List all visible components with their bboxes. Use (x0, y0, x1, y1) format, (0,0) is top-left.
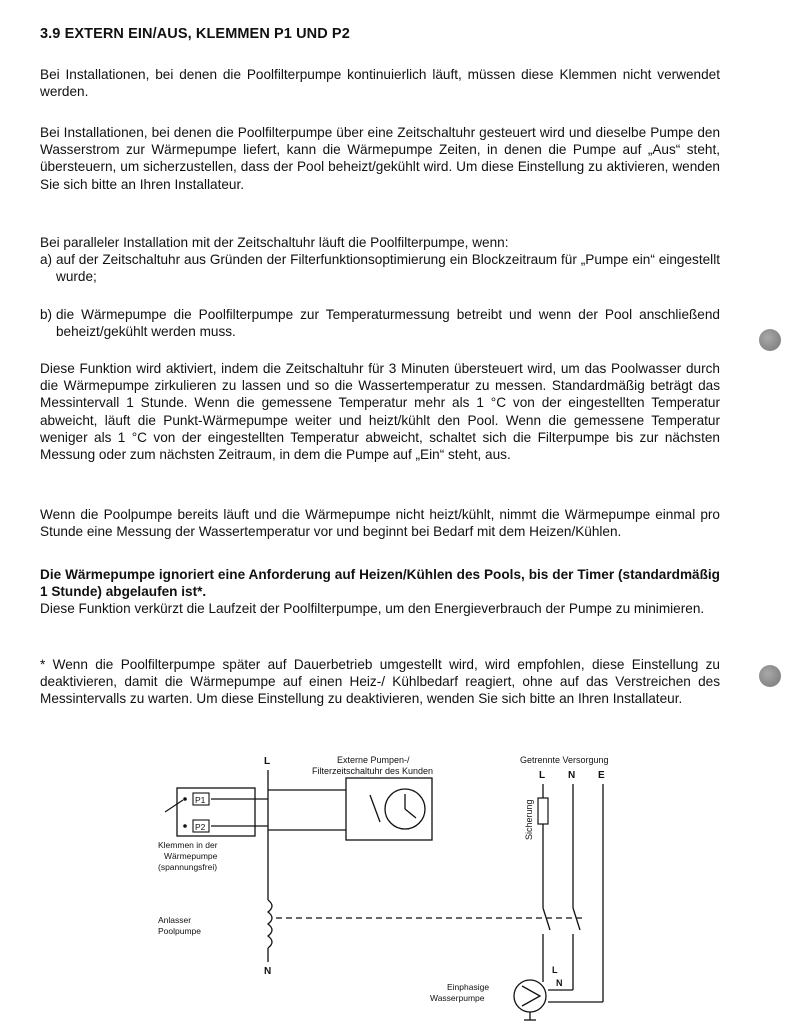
timer-label-line2: Filterzeitschaltuhr des Kunden (312, 766, 434, 776)
paragraph-parallel-installation (40, 234, 720, 286)
supply-label: Getrennte Versorgung (520, 755, 609, 765)
supply-n: N (568, 770, 576, 781)
paragraph-list-b (40, 306, 720, 340)
pump-n: N (556, 978, 563, 988)
timer-switch (370, 795, 380, 822)
wiring-diagram (0, 740, 792, 1024)
terminals-label-line1: Klemmen in der (158, 840, 218, 850)
punch-hole-upper (759, 329, 781, 351)
list-text-b: die Wärmepumpe die Poolfilterpumpe zur Temperaturmessung betreibt und wenn der Pool anschließend beheizt/gekühlt werden muss. (56, 307, 720, 340)
label-l-top: L (264, 756, 271, 767)
paragraph-footnote: * Wenn die Poolfilterpumpe später auf Dauerbetrieb umgestellt wird, wird empfohlen, diese Einstellung zu deaktivieren, damit die Wärmepumpe auf einen Heiz-/ Kühlbedarf reagiert, ohne auf das Verstreichen des Messintervalls zu warten. Um diese Einstellung zu deaktivieren, wenden Sie sich bitte an Ihren Installateur. (40, 657, 720, 707)
paragraph-timer-control: Bei Installationen, bei denen die Poolfilterpumpe über eine Zeitschaltuhr gesteuert wird und dieselbe Pumpe den Wasserstrom zur Wärmepumpe liefert, kann die Wärmepumpe Zeiten, in denen die Pumpe auf „Aus“ steht, übersteuern, um sicherzustellen, dass der Pool beheizt/gekühlt wird. Um diese Einstellung zu aktivieren, wenden Sie sich bitte an Ihren Installateur. (40, 125, 720, 192)
supply-e: E (598, 770, 605, 781)
pump-l: L (552, 965, 558, 975)
energy-note: Diese Funktion verkürzt die Laufzeit der Poolfilterpumpe, um den Energieverbrauch der Pumpe zu minimieren. (40, 601, 705, 617)
list-item-a (40, 251, 720, 285)
timer-box (346, 778, 432, 840)
list-item-b (40, 306, 720, 340)
terminals-label-line3: (spannungsfrei) (158, 862, 218, 872)
starter-label-line1: Anlasser (158, 915, 192, 925)
list-label-a: a) (40, 252, 53, 268)
paragraph-continuous-operation: Bei Installationen, bei denen die Poolfilterpumpe kontinuierlich läuft, müssen diese Klemmen nicht verwendet werden. (40, 67, 720, 100)
bold-note: Die Wärmepumpe ignoriert eine Anforderung auf Heizen/Kühlen des Pools, bis der Timer (standardmäßig 1 Stunde) abgelaufen ist*. (40, 567, 720, 600)
parallel-intro: Bei paralleler Installation mit der Zeitschaltuhr läuft die Poolfilterpumpe, wenn: (40, 235, 509, 250)
list-text-a: auf der Zeitschaltuhr aus Gründen der Filterfunktionsoptimierung ein Blockzeitraum für „Pumpe ein“ eingestellt wurde; (56, 252, 720, 285)
terminals-label-line2: Wärmepumpe (164, 851, 218, 861)
terminal-p1-label: P1 (195, 795, 206, 805)
starter-label-line2: Poolpumpe (158, 926, 202, 936)
timer-label-line1: Externe Pumpen-/ (337, 755, 410, 765)
paragraph-timer-note (40, 566, 720, 618)
list-label-b: b) (40, 307, 53, 322)
fuse-icon (538, 798, 548, 824)
paragraph-function-activation: Diese Funktion wird aktiviert, indem die Zeitschaltuhr für 3 Minuten übersteuert wird, um das Poolwasser durch die Wärmepumpe zirkulieren zu lassen und so die Wassertemperatur zu messen. Standardmäßig beträgt das Messintervall 1 Stunde. Wenn die gemessene Temperatur mehr als 1 °C von der eingestellten Temperatur abweicht, läuft die Punkt-Wärmepumpe weiter und heizt/kühlt den Pool. Wenn die gemessene Temperatur weniger als 1 °C von der eingestellten Temperatur abweicht, schaltet sich die Filterpumpe bis zur nächsten Messung oder zum nächsten Zeitraum, in dem die Pumpe auf „Ein“ steht, aus. (40, 361, 720, 463)
punch-hole-lower (759, 665, 781, 687)
pump-label-line2: Wasserpumpe (430, 993, 485, 1003)
paragraph-pool-pump-running: Wenn die Poolpumpe bereits läuft und die Wärmepumpe nicht heizt/kühlt, nimmt die Wärmepumpe einmal pro Stunde eine Messung der Wassertemperatur vor und beginnt bei Bedarf mit dem Heizen/Kühlen. (40, 507, 720, 540)
pump-label-line1: Einphasige (447, 982, 490, 992)
fuse-label: Sicherung (524, 799, 534, 840)
label-n-bottom: N (264, 966, 272, 977)
supply-l: L (539, 770, 546, 781)
section-title: 3.9 EXTERN EIN/AUS, KLEMMEN P1 UND P2 (40, 26, 350, 42)
terminal-p2-label: P2 (195, 822, 206, 832)
